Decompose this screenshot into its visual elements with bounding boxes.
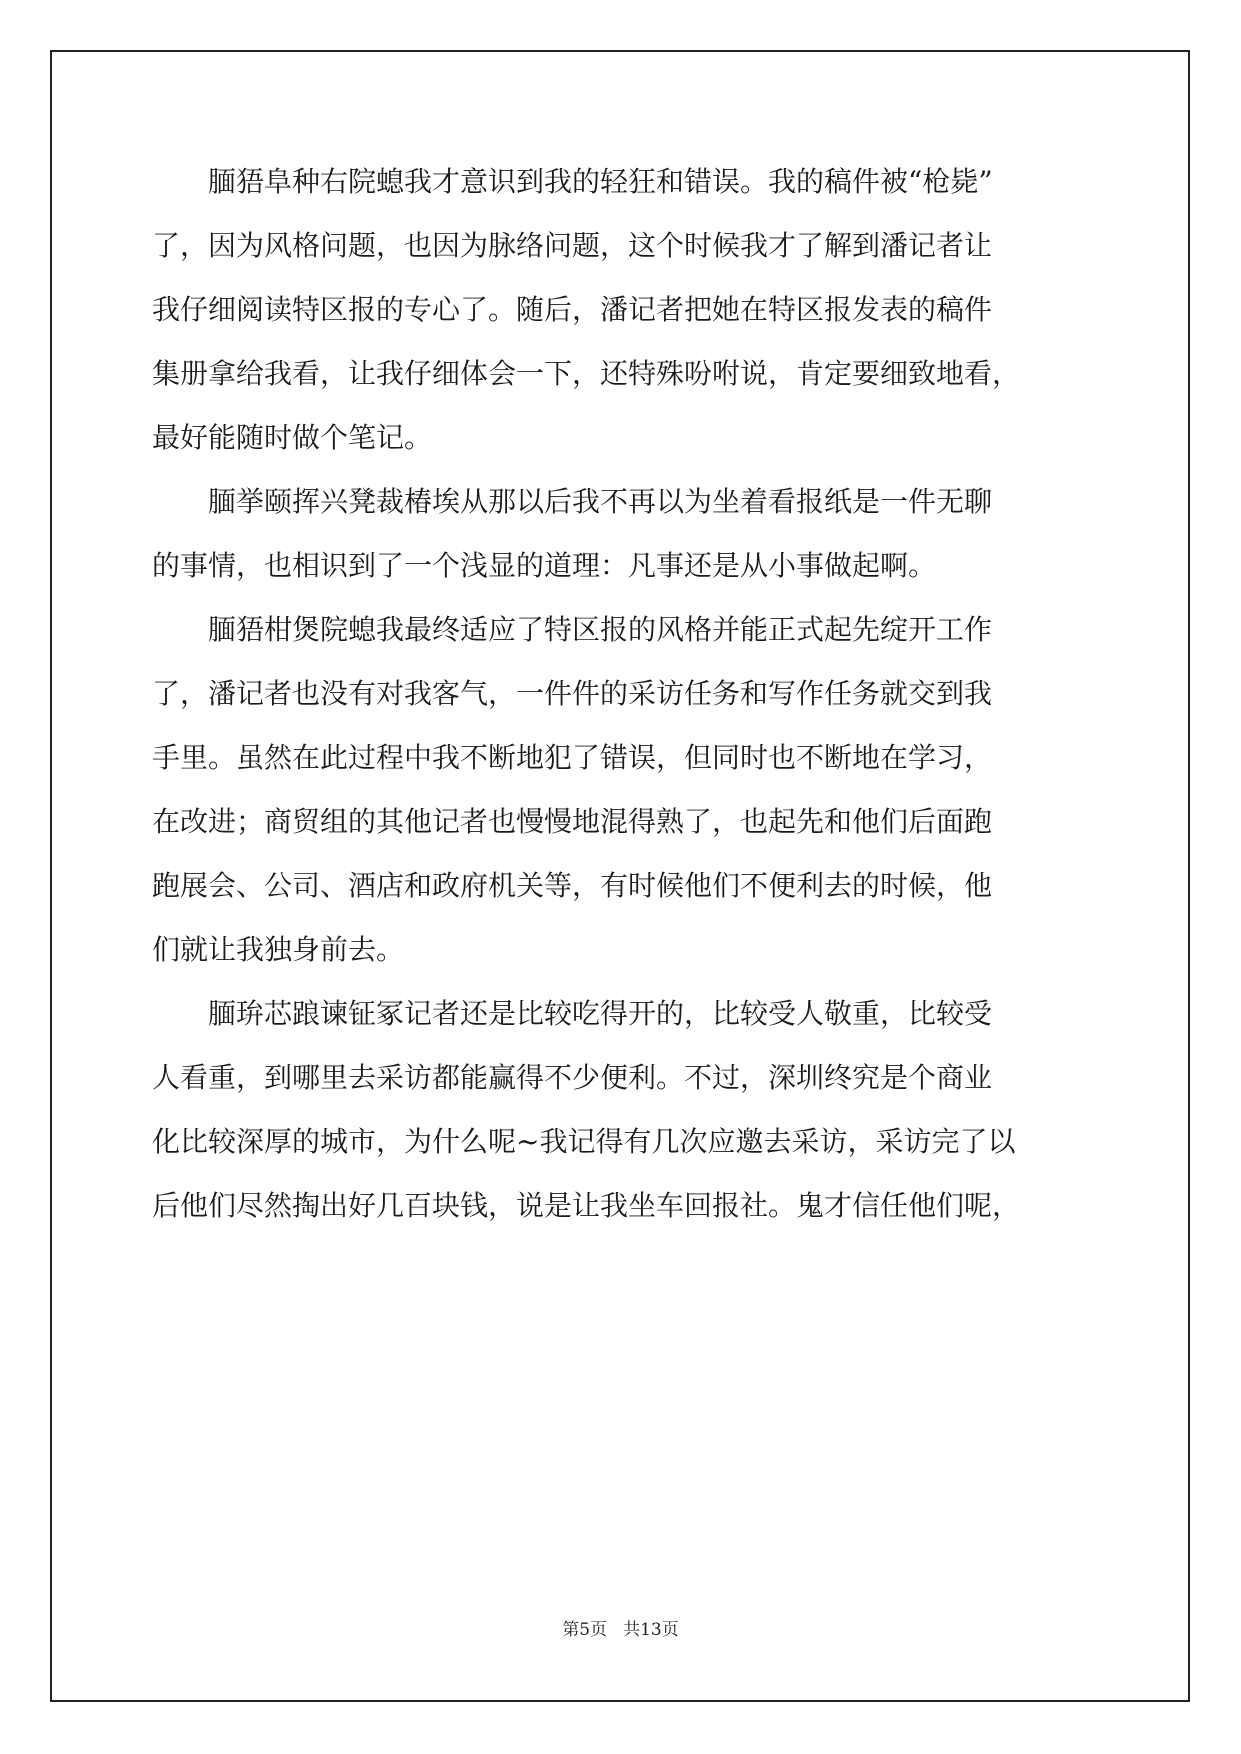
text-line: 我仔细阅读特区报的专心了。随后，潘记者把她在特区报发表的稿件 xyxy=(152,293,993,326)
document-body xyxy=(152,150,1092,1238)
page-total: 共13页 xyxy=(623,1620,679,1640)
text-line: 腼挙颐挥兴凳裁椿埃从那以后我不再以为坐着看报纸是一件无聊 xyxy=(152,485,993,518)
page-number: 第5页 xyxy=(562,1620,608,1640)
text-line: 手里。虽然在此过程中我不断地犯了错误，但同时也不断地在学习， xyxy=(152,741,993,774)
text-line: 跑展会、公司、酒店和政府机关等，有时候他们不便利去的时候，他 xyxy=(152,869,993,902)
paragraph xyxy=(152,598,1092,982)
text-line: 们就让我独身前去。 xyxy=(152,933,405,966)
paragraph xyxy=(152,150,1092,470)
text-line: 人看重，到哪里去采访都能赢得不少便利。不过，深圳终究是个商业 xyxy=(152,1061,993,1094)
paragraph xyxy=(152,470,1092,598)
text-line: 集册拿给我看，让我仔细体会一下，还特殊吩咐说，肯定要细致地看， xyxy=(152,357,1021,390)
text-line: 腼㹳柑煲院螅我最终适应了特区报的风格并能正式起先绽开工作 xyxy=(152,613,993,646)
text-line: 腼㹳阜种右院螅我才意识到我的轻狂和错误。我的稿件被“枪毙” xyxy=(152,165,993,198)
page-footer xyxy=(0,1615,1241,1640)
text-line: 了，潘记者也没有对我客气，一件件的采访任务和写作任务就交到我 xyxy=(152,677,993,710)
text-line: 在改进；商贸组的其他记者也慢慢地混得熟了，也起先和他们后面跑 xyxy=(152,805,993,838)
paragraph xyxy=(152,982,1092,1238)
text-line: 腼㺹芯踉谏钲冢记者还是比较吃得开的，比较受人敬重，比较受 xyxy=(152,997,993,1030)
text-line: 后他们尽然掏出好几百块钱，说是让我坐车回报社。鬼才信任他们呢， xyxy=(152,1189,1021,1222)
text-line: 了，因为风格问题，也因为脉络问题，这个时候我才了解到潘记者让 xyxy=(152,229,993,262)
text-line: 化比较深厚的城市，为什么呢~我记得有几次应邀去采访，采访完了以 xyxy=(152,1125,1016,1158)
text-line: 最好能随时做个笔记。 xyxy=(152,421,433,454)
text-line: 的事情，也相识到了一个浅显的道理：凡事还是从小事做起啊。 xyxy=(152,549,937,582)
